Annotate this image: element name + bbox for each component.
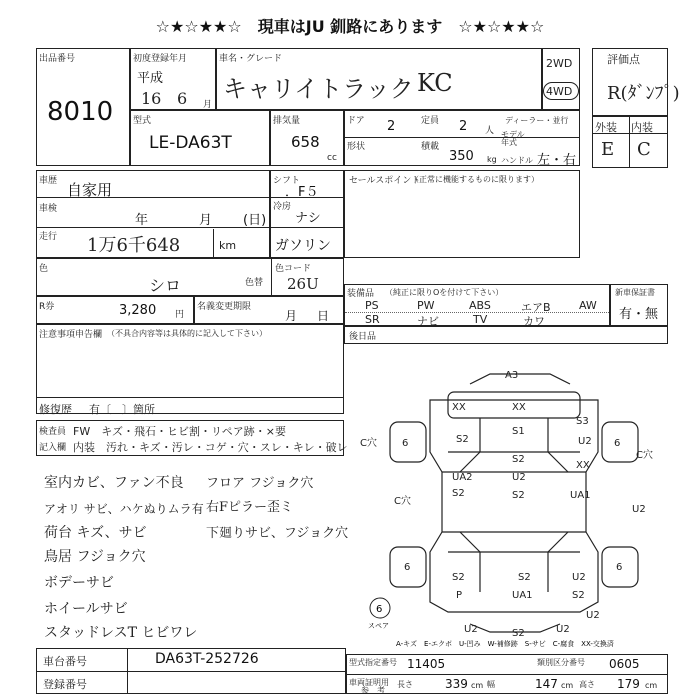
notes-label: 注意事項申告欄	[39, 330, 103, 340]
color-change-label: 色替	[245, 278, 264, 288]
capacity-label: 定員	[421, 116, 440, 126]
registration-month: 6	[177, 89, 188, 108]
shift-value: ．F５	[285, 185, 319, 200]
handle-label: ハンドル	[501, 156, 533, 165]
registration-box	[130, 48, 216, 110]
mark: U2	[586, 610, 600, 621]
inspection-label: 車検	[39, 204, 58, 214]
note-10: 下廻りサビ、フジョク穴	[206, 526, 349, 541]
inspection-day: (日)	[243, 213, 267, 228]
note-6: ホイールサビ	[44, 601, 128, 617]
specs-box	[346, 654, 668, 694]
equip-pw: PW	[417, 299, 435, 312]
recycle-value: 3,280	[119, 303, 157, 318]
mark: U2	[632, 504, 646, 515]
note-4: 鳥居 フジョク穴	[44, 549, 146, 565]
chassis-box	[36, 648, 346, 694]
sales-point-box	[344, 170, 580, 258]
mark: 6	[614, 438, 621, 449]
note-3: 荷台 キズ、サビ	[44, 525, 147, 541]
spare-mark: 6	[376, 604, 383, 615]
registration-label: 初度登録年月	[133, 54, 188, 64]
equip-tv: TV	[473, 313, 488, 326]
history-value: 自家用	[67, 181, 113, 199]
shift-box	[270, 170, 344, 258]
hei-label: 高さ	[579, 680, 595, 689]
ext-label: 外装	[595, 121, 617, 134]
mark: 6	[402, 438, 409, 449]
drive-selected-circle	[543, 82, 579, 100]
color-value: シロ	[149, 276, 182, 295]
wid-value: 147	[535, 677, 558, 691]
name-change-day: 日	[317, 309, 330, 323]
mileage-unit: km	[219, 239, 237, 252]
mark: C穴	[636, 450, 653, 461]
shift-label: シフト	[273, 176, 301, 186]
mark: S3	[576, 416, 589, 427]
mark: XX	[452, 402, 466, 413]
rating-value: R(ﾀﾞﾝﾌﾟ)	[607, 83, 680, 104]
int-grade: C	[637, 139, 651, 160]
hei-unit: cm	[645, 681, 658, 690]
load-unit: kg	[487, 155, 497, 164]
notes-note: （不具合内容等は具体的に記入して下さい）	[107, 329, 267, 338]
mark: UA1	[512, 590, 533, 601]
wid-label: 幅	[487, 680, 495, 689]
len-unit: cm	[471, 681, 484, 690]
legend-label-1: 検査員	[39, 427, 67, 437]
len-value: 339	[445, 677, 468, 691]
mark: U2	[556, 624, 570, 635]
inspector-label: 後日品	[349, 332, 377, 342]
equipment-note: （純正に限りOを付けて下さい）	[385, 288, 504, 297]
history-box	[36, 170, 270, 258]
warranty-value: 有・無	[619, 307, 659, 322]
registration-month-unit: 月	[203, 100, 213, 110]
displacement-value: 658	[291, 133, 320, 151]
name-change-box	[194, 296, 344, 324]
type-label: 型式指定番号	[349, 658, 397, 667]
drive-2wd: 2WD	[546, 57, 573, 70]
cat-value: 0605	[609, 657, 640, 671]
model-grade: KC	[417, 69, 453, 97]
mark: U2	[464, 624, 478, 635]
mark: S2	[452, 572, 465, 583]
spare-label: スペア	[368, 622, 389, 630]
wid-unit: cm	[561, 681, 574, 690]
shape-label: 形状	[347, 142, 366, 152]
inspection-year: 年	[135, 213, 149, 228]
mark: XX	[576, 460, 590, 471]
load-value: 350	[449, 149, 474, 164]
mark: U2	[572, 572, 586, 583]
recycle-box	[36, 296, 194, 324]
color-label: 色	[39, 264, 49, 274]
fuel-value: ガソリン	[275, 238, 331, 254]
model-code-box	[130, 110, 270, 166]
equip-ps: PS	[365, 299, 379, 312]
equipment-box	[344, 284, 610, 326]
mark: 6	[616, 562, 623, 573]
model-code: LE-DA63T	[149, 133, 232, 153]
header-title: ☆★☆★★☆ 現車はJU 釧路にあります ☆★☆★★☆	[155, 17, 545, 36]
drive-4wd: 4WD	[546, 85, 573, 98]
lot-number: 8010	[47, 97, 114, 127]
color-code: 26U	[287, 275, 319, 293]
displacement-label: 排気量	[273, 116, 301, 126]
inspection-month: 月	[199, 213, 213, 228]
equip-navi: ナビ	[417, 315, 439, 328]
legend-row-2: 内装 汚れ・キズ・汚レ・コゲ・穴・スレ・キレ・破レ	[73, 441, 348, 454]
sales-point-label: セールスポイント	[349, 176, 421, 186]
capacity-value: 2	[459, 119, 468, 134]
chassis-label: 車台番号	[43, 655, 87, 668]
equip-sr: SR	[365, 313, 380, 326]
equip-airbag: エアB	[521, 301, 551, 314]
load-label: 積載	[421, 142, 440, 152]
equipment-label: 装備品	[347, 289, 375, 299]
hei-value: 179	[617, 677, 640, 691]
cat-label: 類別区分番号	[537, 658, 585, 667]
mileage-label: 走行	[39, 232, 58, 242]
model-code-label: 型式	[133, 116, 152, 126]
color-code-label: 色コード	[275, 264, 312, 274]
warranty-box	[610, 284, 668, 326]
mark: A3	[505, 370, 519, 381]
drive-box	[542, 48, 580, 110]
mark: S2	[512, 490, 525, 501]
doors-value: 2	[387, 119, 396, 134]
mark: P	[456, 590, 463, 601]
model-year-label: モデル年式	[501, 130, 525, 147]
legend-box	[36, 420, 348, 456]
recycle-label: R券	[39, 302, 55, 312]
mark: S2	[456, 434, 469, 445]
ac-value: ナシ	[295, 211, 321, 226]
capacity-unit: 人	[485, 126, 495, 136]
mark: U2	[512, 472, 526, 483]
mark: S2	[512, 454, 525, 465]
ac-label: 冷房	[273, 202, 292, 212]
mark: S2	[452, 488, 465, 499]
lot-label: 出品番号	[39, 54, 76, 64]
mark: 6	[404, 562, 411, 573]
note-9: 右Fピラー歪ミ	[206, 500, 294, 515]
sales-point-note: （正常に機能するものに限ります）	[411, 175, 539, 184]
ref-label: 車両証明用	[349, 678, 389, 687]
inspector-box	[344, 326, 668, 344]
equip-aw: AW	[579, 299, 597, 312]
note-5: ボデーサビ	[44, 575, 114, 591]
mark: C穴	[360, 438, 377, 449]
doors-label: ドア	[347, 116, 365, 126]
grade-box	[592, 116, 668, 168]
mark: S1	[512, 426, 525, 437]
mark: S2	[572, 590, 585, 601]
int-label: 内装	[631, 121, 653, 134]
regno-label: 登録番号	[43, 678, 87, 691]
registration-era: 平成	[137, 71, 164, 86]
rating-box	[592, 48, 680, 116]
ref-sub: 参 考	[361, 686, 385, 695]
warranty-label: 新車保証書	[615, 288, 655, 297]
len-label: 長さ	[397, 680, 413, 689]
mark: S2	[512, 628, 525, 639]
notes-box	[36, 324, 344, 414]
lot-box	[36, 48, 130, 166]
diagram-key: A-キズ E-エクボ U-凹み W-補修跡 S-サビ C-腐食 XX-交換済	[396, 640, 614, 648]
history-label: 車歴	[39, 176, 58, 186]
model-name-box	[216, 48, 542, 110]
mark: UA2	[452, 472, 473, 483]
equip-abs: ABS	[469, 299, 491, 312]
model-name-label: 車名・グレード	[219, 54, 283, 64]
mark: C穴	[394, 496, 411, 507]
mark: S2	[518, 572, 531, 583]
equip-leather: カワ	[523, 315, 545, 328]
chassis-value: DA63T-252726	[155, 651, 259, 667]
mark: UA1	[570, 490, 591, 501]
color-box	[36, 258, 344, 296]
spec-box	[344, 110, 580, 166]
type-value: 11405	[407, 657, 446, 671]
ext-grade: E	[601, 139, 615, 160]
rating-label: 評価点	[607, 53, 640, 66]
mark: XX	[512, 402, 526, 413]
mileage-value: 1万6千648	[87, 235, 181, 256]
note-2: アオリ サビ、ハケぬりムラ有	[44, 502, 204, 516]
name-change-month: 月	[285, 309, 298, 323]
dealer-label: ディーラー・並行	[505, 116, 569, 125]
displacement-box	[270, 110, 344, 166]
legend-label-2: 記入欄	[39, 443, 67, 453]
legend-row-1: FW キズ・飛石・ヒビ割・リペア跡・×要	[73, 425, 286, 438]
note-8: フロア フジョク穴	[206, 476, 314, 491]
registration-year: 16	[141, 89, 162, 108]
note-1: 室内カビ、ファン不良	[44, 475, 184, 491]
repair-label: 修復歴	[39, 403, 72, 416]
displacement-unit: cc	[327, 153, 337, 163]
mark: U2	[578, 436, 592, 447]
repair-value: 有〔 〕箇所	[89, 403, 155, 416]
name-change-label: 名義変更期限	[197, 302, 252, 312]
model-name: キャリイトラック	[223, 75, 414, 103]
handle-value: 左・右	[537, 153, 577, 168]
recycle-unit: 円	[175, 310, 185, 320]
note-7: スタッドレスT ヒビワレ	[44, 625, 198, 641]
damage-diagram	[360, 362, 670, 652]
